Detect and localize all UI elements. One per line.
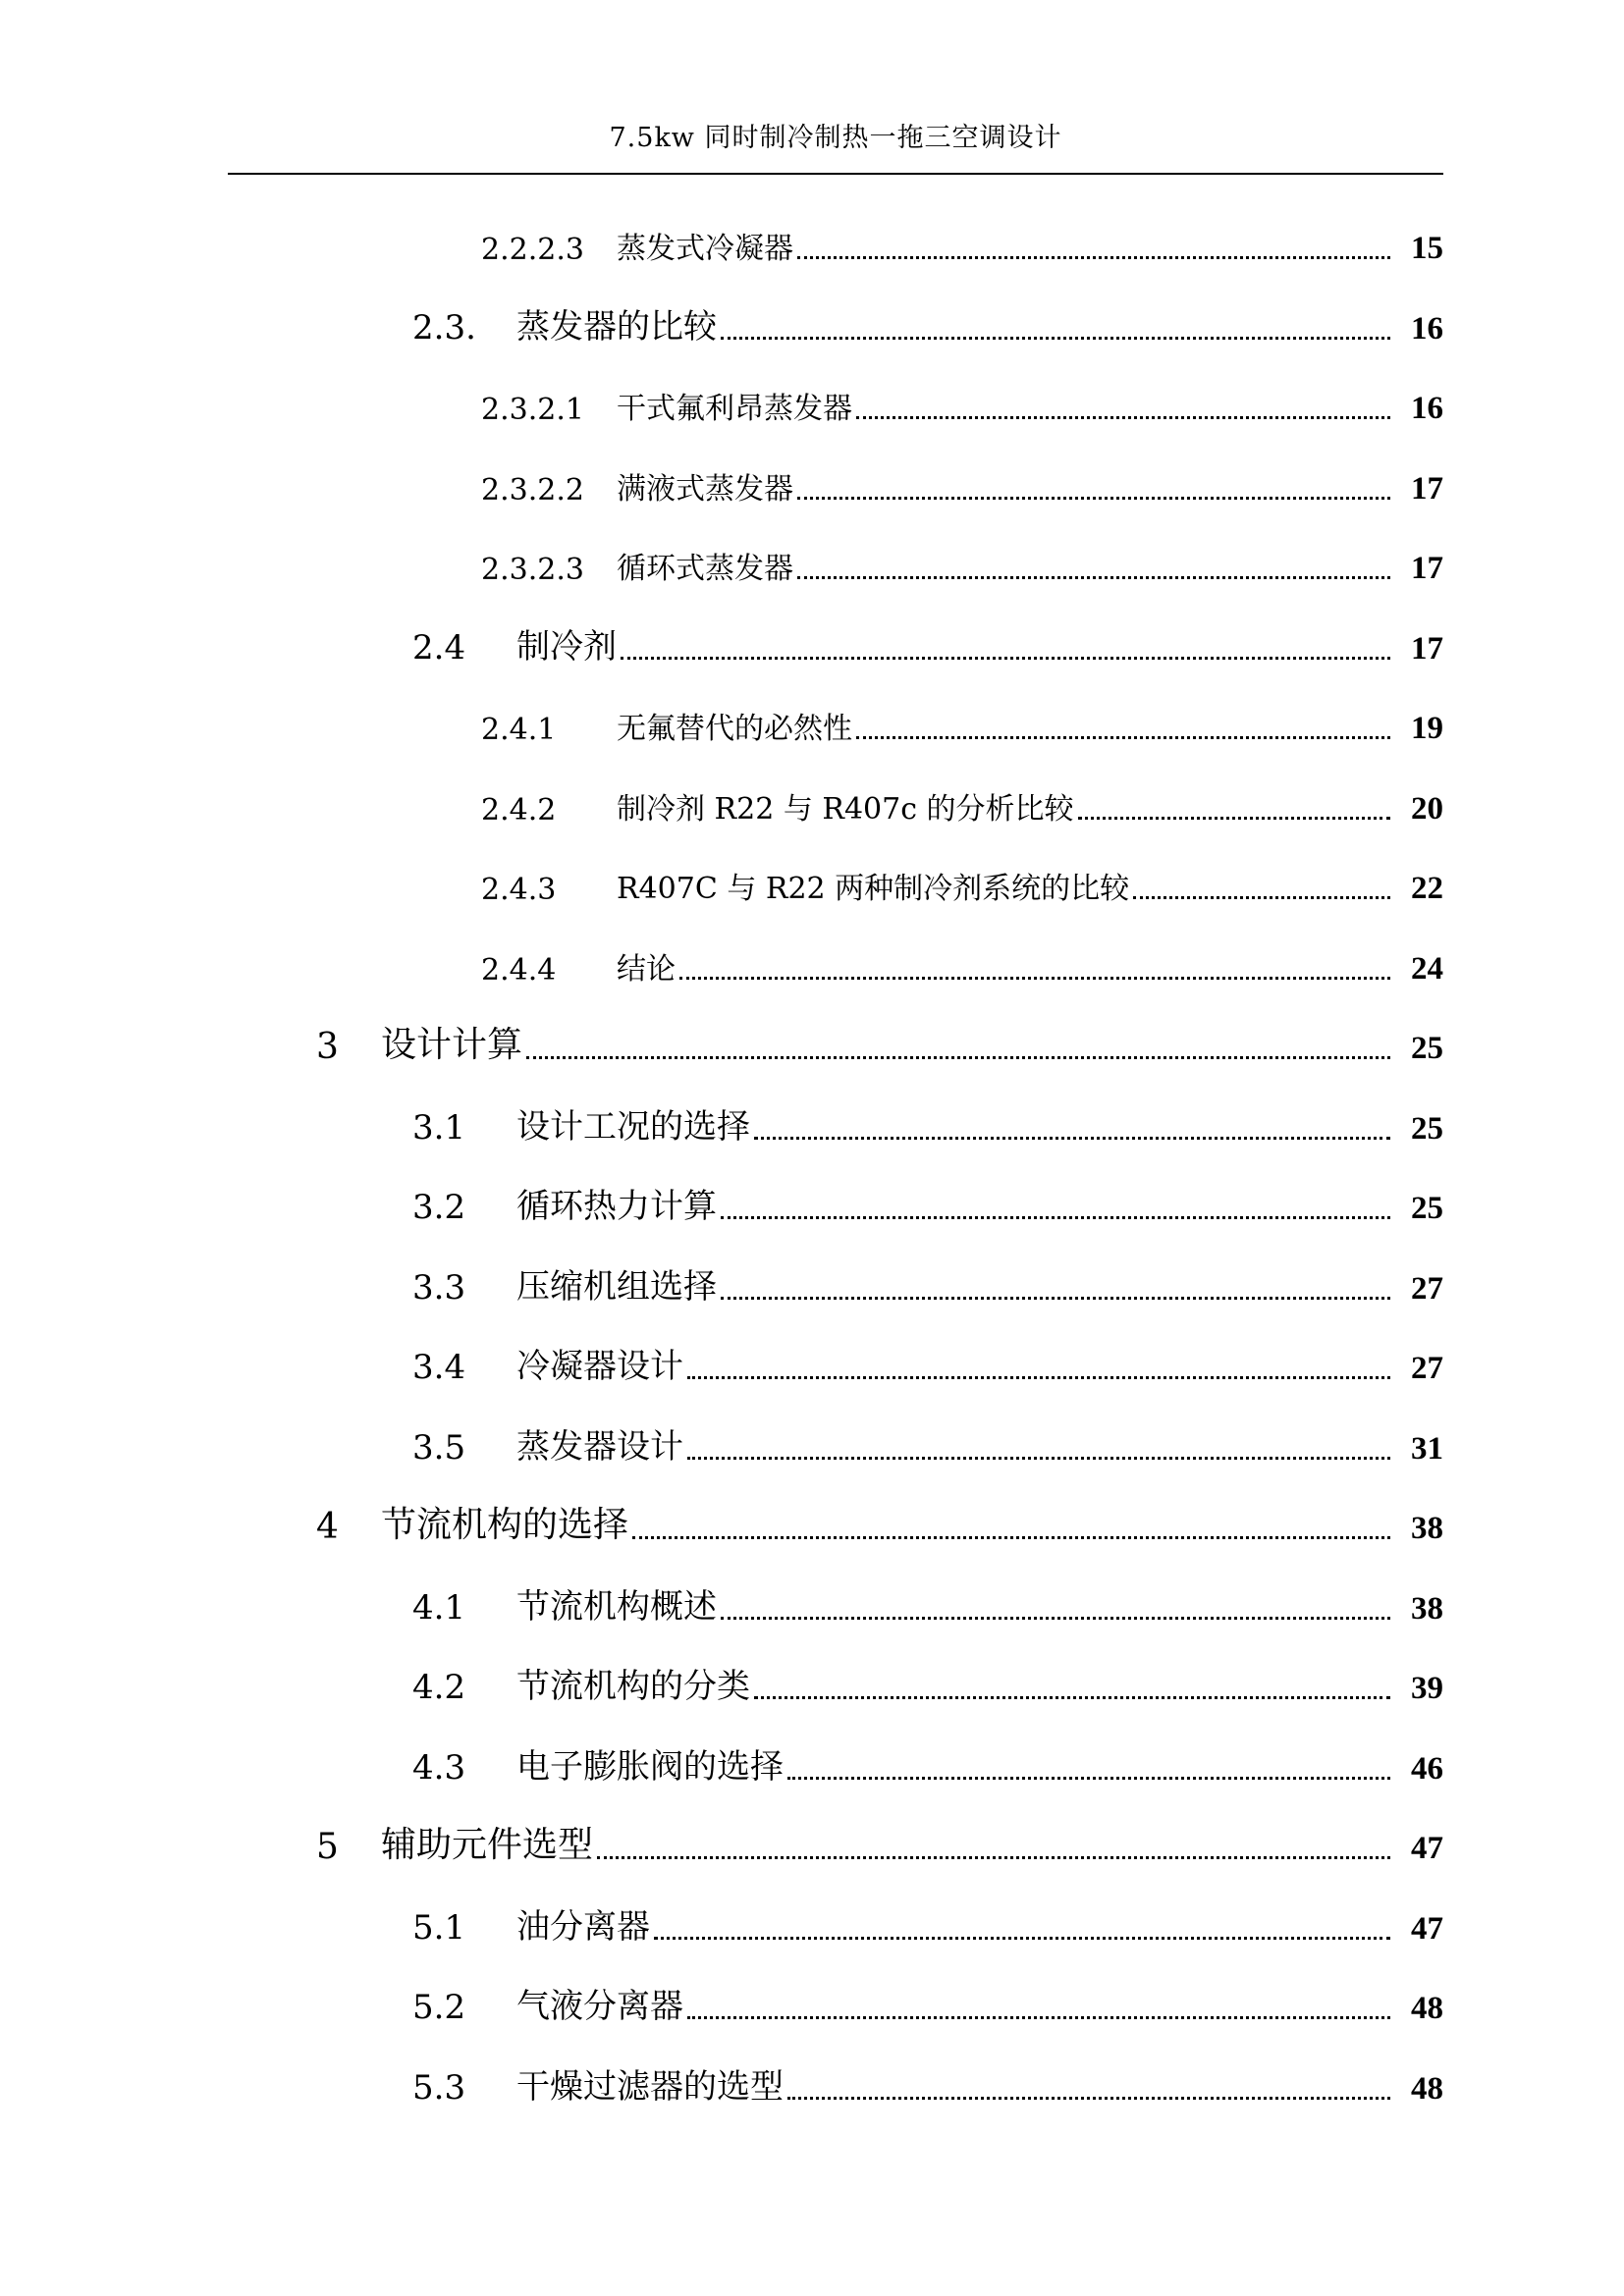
toc-entry-page-number: 25 — [1411, 1110, 1443, 1147]
toc-entry-number: 3 — [316, 1027, 339, 1067]
toc-dot-leader — [597, 1856, 1390, 1859]
toc-entry-number: 2.3.2.3 — [481, 553, 584, 587]
toc-dot-leader — [721, 337, 1390, 340]
toc-dot-leader — [754, 1696, 1390, 1699]
toc-entry[interactable] — [0, 1968, 1624, 2027]
toc-entry-page-number: 16 — [1411, 391, 1443, 426]
toc-entry-title: 设计计算 — [381, 1025, 523, 1065]
toc-entry[interactable] — [0, 449, 1624, 507]
toc-entry-number: 4 — [316, 1507, 339, 1547]
toc-entry-page-number: 47 — [1411, 1831, 1443, 1866]
toc-entry[interactable] — [0, 1168, 1624, 1227]
toc-dot-leader — [754, 1137, 1390, 1140]
toc-entry-title: 冷凝器设计 — [516, 1347, 683, 1386]
toc-entry-number: 2.4.3 — [481, 873, 557, 907]
toc-entry-title: 节流机构的分类 — [516, 1667, 750, 1706]
toc-dot-leader — [687, 2016, 1390, 2019]
toc-entry-page-number: 15 — [1411, 231, 1443, 266]
toc-entry[interactable] — [0, 528, 1624, 587]
toc-entry[interactable] — [0, 1328, 1624, 1387]
toc-entry[interactable] — [0, 1008, 1624, 1067]
toc-entry-title: 制冷剂 R22 与 R407c 的分析比较 — [617, 791, 1074, 827]
toc-entry[interactable] — [0, 769, 1624, 828]
toc-entry-number: 5.2 — [412, 1988, 466, 2027]
toc-entry-number: 4.3 — [412, 1747, 466, 1788]
toc-dot-leader — [1133, 896, 1390, 899]
toc-entry[interactable] — [0, 2049, 1624, 2108]
toc-entry-page-number: 27 — [1411, 1270, 1443, 1307]
toc-entry-page-number: 22 — [1411, 871, 1443, 906]
toc-entry[interactable] — [0, 1409, 1624, 1468]
toc-entry-title: 循环热力计算 — [516, 1187, 717, 1226]
toc-dot-leader — [687, 1376, 1390, 1379]
toc-entry-number: 2.4.4 — [481, 952, 557, 988]
toc-entry[interactable] — [0, 1488, 1624, 1547]
toc-entry-number: 5.3 — [412, 2067, 466, 2108]
toc-entry-title: 循环式蒸发器 — [617, 552, 793, 586]
toc-dot-leader — [856, 416, 1390, 419]
toc-dot-leader — [797, 497, 1390, 500]
toc-entry-number: 2.4.2 — [481, 792, 557, 828]
toc-entry[interactable] — [0, 1729, 1624, 1788]
toc-entry-title: 蒸发式冷凝器 — [617, 232, 793, 266]
toc-entry-page-number: 31 — [1411, 1430, 1443, 1467]
toc-entry-number: 3.1 — [412, 1107, 466, 1148]
toc-entry-number: 2.3.2.2 — [481, 472, 584, 507]
toc-entry-number: 5.1 — [412, 1907, 466, 1948]
toc-dot-leader — [797, 576, 1390, 579]
toc-entry[interactable] — [0, 1889, 1624, 1948]
toc-entry-number: 2.4 — [412, 627, 466, 667]
toc-entry-page-number: 19 — [1411, 711, 1443, 746]
toc-entry-page-number: 39 — [1411, 1671, 1443, 1706]
toc-entry-page-number: 27 — [1411, 1351, 1443, 1386]
toc-entry[interactable] — [0, 848, 1624, 907]
toc-entry-page-number: 17 — [1411, 470, 1443, 507]
toc-entry-page-number: 48 — [1411, 1991, 1443, 2026]
toc-dot-leader — [621, 657, 1390, 660]
header-rule — [228, 173, 1443, 175]
toc-dot-leader — [654, 1937, 1390, 1940]
toc-entry-number: 3.2 — [412, 1188, 466, 1227]
toc-entry[interactable] — [0, 1569, 1624, 1628]
toc-entry-title: 节流机构的选择 — [381, 1505, 629, 1545]
toc-dot-leader — [632, 1536, 1390, 1539]
toc-entry-title: 满液式蒸发器 — [617, 471, 793, 507]
toc-entry[interactable] — [0, 1808, 1624, 1867]
toc-entry[interactable] — [0, 1249, 1624, 1308]
toc-entry[interactable] — [0, 289, 1624, 347]
toc-entry[interactable] — [0, 688, 1624, 747]
toc-dot-leader — [721, 1297, 1390, 1300]
toc-dot-leader — [721, 1216, 1390, 1219]
toc-entry-title: 干式氟利昂蒸发器 — [617, 392, 852, 426]
toc-entry-page-number: 20 — [1411, 790, 1443, 827]
toc-entry-number: 3.4 — [412, 1348, 466, 1387]
toc-dot-leader — [679, 977, 1390, 980]
toc-entry-page-number: 25 — [1411, 1191, 1443, 1226]
toc-entry-page-number: 17 — [1411, 630, 1443, 667]
toc-entry[interactable] — [0, 609, 1624, 667]
toc-dot-leader — [787, 1777, 1390, 1780]
toc-entry-title: 电子膨胀阀的选择 — [516, 1746, 784, 1787]
toc-dot-leader — [797, 256, 1390, 259]
toc-entry-page-number: 25 — [1411, 1031, 1443, 1066]
toc-entry-title: 制冷剂 — [516, 626, 617, 667]
running-header: 7.5kw 同时制冷制热一拖三空调设计 — [609, 123, 1062, 153]
toc-entry-number: 5 — [316, 1827, 339, 1867]
toc-dot-leader — [526, 1056, 1390, 1059]
toc-dot-leader — [721, 1617, 1390, 1620]
toc-entry-number: 4.1 — [412, 1587, 466, 1628]
toc-entry-number: 2.3. — [412, 307, 476, 347]
toc-dot-leader — [787, 2097, 1390, 2100]
toc-entry-title: 蒸发器设计 — [516, 1426, 683, 1467]
toc-entry-page-number: 24 — [1411, 950, 1443, 987]
toc-entry-title: 节流机构概述 — [516, 1586, 717, 1627]
toc-entry-title: 气液分离器 — [516, 1987, 683, 2026]
toc-entry-title: 压缩机组选择 — [516, 1266, 717, 1307]
toc-dot-leader — [1078, 817, 1390, 820]
toc-entry-title: R407C 与 R22 两种制冷剂系统的比较 — [617, 872, 1130, 906]
toc-entry-number: 2.2.2.3 — [481, 233, 584, 267]
toc-entry-page-number: 38 — [1411, 1511, 1443, 1546]
toc-entry-number: 2.4.1 — [481, 713, 557, 747]
toc-dot-leader — [687, 1457, 1390, 1460]
toc-entry-number: 3.5 — [412, 1427, 466, 1468]
toc-entry-title: 干燥过滤器的选型 — [516, 2066, 784, 2107]
toc-entry[interactable] — [0, 208, 1624, 267]
toc-entry[interactable] — [0, 929, 1624, 988]
toc-entry-page-number: 17 — [1411, 551, 1443, 586]
toc-entry-title: 无氟替代的必然性 — [617, 712, 852, 746]
toc-entry-title: 辅助元件选型 — [381, 1825, 594, 1865]
toc-entry-page-number: 46 — [1411, 1750, 1443, 1787]
toc-entry-page-number: 47 — [1411, 1910, 1443, 1947]
toc-entry-number: 4.2 — [412, 1668, 466, 1707]
toc-entry-page-number: 16 — [1411, 310, 1443, 347]
toc-entry-page-number: 48 — [1411, 2070, 1443, 2107]
toc-entry-number: 2.3.2.1 — [481, 393, 584, 427]
toc-entry-number: 3.3 — [412, 1267, 466, 1308]
toc-entry-title: 设计工况的选择 — [516, 1106, 750, 1147]
toc-entry[interactable] — [0, 1089, 1624, 1148]
toc-entry-page-number: 38 — [1411, 1590, 1443, 1627]
toc-entry[interactable] — [0, 1648, 1624, 1707]
toc-entry-title: 蒸发器的比较 — [516, 306, 717, 347]
toc-entry-title: 油分离器 — [516, 1906, 650, 1947]
toc-dot-leader — [856, 736, 1390, 739]
toc-entry[interactable] — [0, 368, 1624, 427]
toc-entry-title: 结论 — [617, 951, 676, 987]
